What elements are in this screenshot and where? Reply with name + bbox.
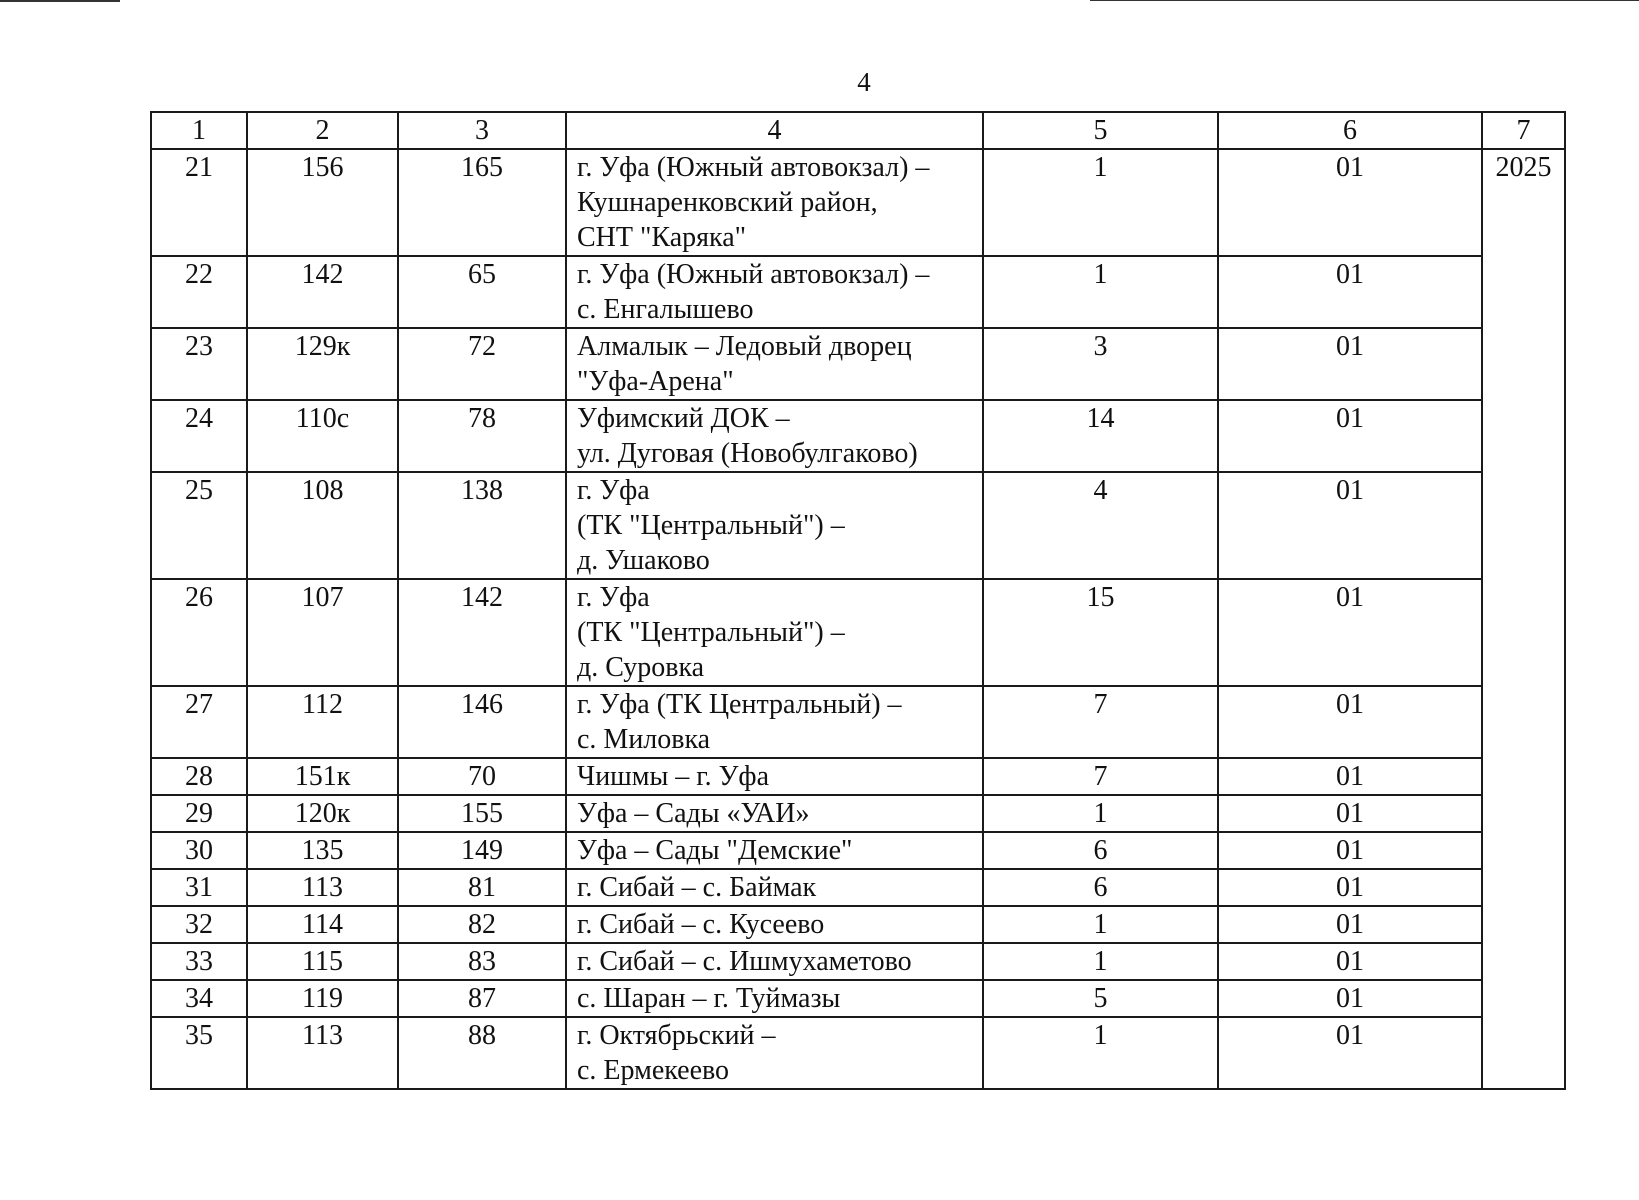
column-6-cell: 01	[1218, 686, 1482, 758]
registry-number-cell: 87	[398, 980, 566, 1017]
table-row	[151, 832, 1565, 869]
column-6-cell: 01	[1218, 943, 1482, 980]
header-cell-1: 1	[151, 112, 247, 149]
table-row	[151, 1017, 1565, 1089]
route-number-cell: 120к	[247, 795, 398, 832]
column-6-cell: 01	[1218, 472, 1482, 579]
column-6-cell: 01	[1218, 906, 1482, 943]
table-row	[151, 328, 1565, 400]
registry-number-cell: 83	[398, 943, 566, 980]
header-cell-4: 4	[566, 112, 983, 149]
row-number-cell: 22	[151, 256, 247, 328]
row-number-cell: 24	[151, 400, 247, 472]
table-row	[151, 758, 1565, 795]
row-number-cell: 31	[151, 869, 247, 906]
row-number-cell: 21	[151, 149, 247, 256]
registry-number-cell: 149	[398, 832, 566, 869]
column-5-cell: 5	[983, 980, 1218, 1017]
row-number-cell: 27	[151, 686, 247, 758]
column-5-cell: 1	[983, 906, 1218, 943]
table-row	[151, 472, 1565, 579]
header-cell-7: 7	[1482, 112, 1565, 149]
row-number-cell: 33	[151, 943, 247, 980]
scan-edge-mark-left	[0, 0, 120, 2]
column-5-cell: 7	[983, 686, 1218, 758]
column-5-cell: 3	[983, 328, 1218, 400]
route-name-cell: Алмалык – Ледовый дворец "Уфа-Арена"	[566, 328, 983, 400]
header-cell-6: 6	[1218, 112, 1482, 149]
table-row	[151, 906, 1565, 943]
route-name-cell: г. Уфа (ТК Центральный) – с. Миловка	[566, 686, 983, 758]
column-5-cell: 14	[983, 400, 1218, 472]
column-6-cell: 01	[1218, 832, 1482, 869]
table-row	[151, 869, 1565, 906]
row-number-cell: 29	[151, 795, 247, 832]
column-6-cell: 01	[1218, 400, 1482, 472]
row-number-cell: 25	[151, 472, 247, 579]
route-name-cell: г. Уфа (ТК "Центральный") – д. Ушаково	[566, 472, 983, 579]
column-5-cell: 1	[983, 795, 1218, 832]
registry-number-cell: 88	[398, 1017, 566, 1089]
column-6-cell: 01	[1218, 1017, 1482, 1089]
route-number-cell: 135	[247, 832, 398, 869]
route-name-cell: г. Октябрьский – с. Ермекеево	[566, 1017, 983, 1089]
route-number-cell: 151к	[247, 758, 398, 795]
registry-number-cell: 81	[398, 869, 566, 906]
table-row	[151, 795, 1565, 832]
column-5-cell: 7	[983, 758, 1218, 795]
route-name-cell: с. Шаран – г. Туймазы	[566, 980, 983, 1017]
table-row	[151, 980, 1565, 1017]
column-5-cell: 1	[983, 256, 1218, 328]
registry-number-cell: 146	[398, 686, 566, 758]
registry-number-cell: 142	[398, 579, 566, 686]
header-row	[151, 112, 1565, 149]
route-name-cell: г. Уфа (Южный автовокзал) – с. Енгалышево	[566, 256, 983, 328]
registry-number-cell: 72	[398, 328, 566, 400]
row-number-cell: 23	[151, 328, 247, 400]
row-number-cell: 30	[151, 832, 247, 869]
column-5-cell: 1	[983, 149, 1218, 256]
row-number-cell: 32	[151, 906, 247, 943]
header-cell-2: 2	[247, 112, 398, 149]
route-number-cell: 142	[247, 256, 398, 328]
route-name-cell: г. Сибай – с. Баймак	[566, 869, 983, 906]
column-5-cell: 4	[983, 472, 1218, 579]
table-row	[151, 149, 1565, 256]
scan-edge-mark-right	[1090, 0, 1639, 1]
registry-number-cell: 78	[398, 400, 566, 472]
route-number-cell: 119	[247, 980, 398, 1017]
row-number-cell: 34	[151, 980, 247, 1017]
table-row	[151, 400, 1565, 472]
route-number-cell: 156	[247, 149, 398, 256]
route-name-cell: Уфа – Сады "Демские"	[566, 832, 983, 869]
route-name-cell: г. Сибай – с. Ишмухаметово	[566, 943, 983, 980]
column-6-cell: 01	[1218, 328, 1482, 400]
route-number-cell: 112	[247, 686, 398, 758]
route-name-cell: Чишмы – г. Уфа	[566, 758, 983, 795]
route-number-cell: 114	[247, 906, 398, 943]
column-5-cell: 1	[983, 1017, 1218, 1089]
registry-number-cell: 165	[398, 149, 566, 256]
row-number-cell: 26	[151, 579, 247, 686]
column-6-cell: 01	[1218, 149, 1482, 256]
page-number: 4	[857, 67, 871, 97]
header-cell-5: 5	[983, 112, 1218, 149]
route-name-cell: Уфимский ДОК – ул. Дуговая (Новобулгаково)	[566, 400, 983, 472]
column-5-cell: 6	[983, 832, 1218, 869]
route-name-cell: Уфа – Сады «УАИ»	[566, 795, 983, 832]
route-number-cell: 107	[247, 579, 398, 686]
column-6-cell: 01	[1218, 758, 1482, 795]
column-6-cell: 01	[1218, 980, 1482, 1017]
table-header	[151, 112, 1565, 149]
registry-number-cell: 138	[398, 472, 566, 579]
table-body	[151, 149, 1565, 1089]
registry-number-cell: 82	[398, 906, 566, 943]
route-number-cell: 108	[247, 472, 398, 579]
route-name-cell: г. Уфа (Южный автовокзал) – Кушнаренковский район, СНТ "Каряка"	[566, 149, 983, 256]
column-6-cell: 01	[1218, 256, 1482, 328]
column-5-cell: 6	[983, 869, 1218, 906]
header-cell-3: 3	[398, 112, 566, 149]
route-number-cell: 110с	[247, 400, 398, 472]
routes-table	[150, 111, 1566, 1090]
table-row	[151, 256, 1565, 328]
registry-number-cell: 155	[398, 795, 566, 832]
table-row	[151, 579, 1565, 686]
table-row	[151, 943, 1565, 980]
registry-number-cell: 70	[398, 758, 566, 795]
column-6-cell: 01	[1218, 869, 1482, 906]
column-6-cell: 01	[1218, 579, 1482, 686]
route-number-cell: 113	[247, 1017, 398, 1089]
route-number-cell: 129к	[247, 328, 398, 400]
route-name-cell: г. Уфа (ТК "Центральный") – д. Суровка	[566, 579, 983, 686]
table-row	[151, 686, 1565, 758]
route-name-cell: г. Сибай – с. Кусеево	[566, 906, 983, 943]
row-number-cell: 28	[151, 758, 247, 795]
column-5-cell: 15	[983, 579, 1218, 686]
row-number-cell: 35	[151, 1017, 247, 1089]
route-number-cell: 115	[247, 943, 398, 980]
column-6-cell: 01	[1218, 795, 1482, 832]
year-cell: 2025	[1482, 149, 1565, 1089]
route-number-cell: 113	[247, 869, 398, 906]
column-5-cell: 1	[983, 943, 1218, 980]
registry-number-cell: 65	[398, 256, 566, 328]
